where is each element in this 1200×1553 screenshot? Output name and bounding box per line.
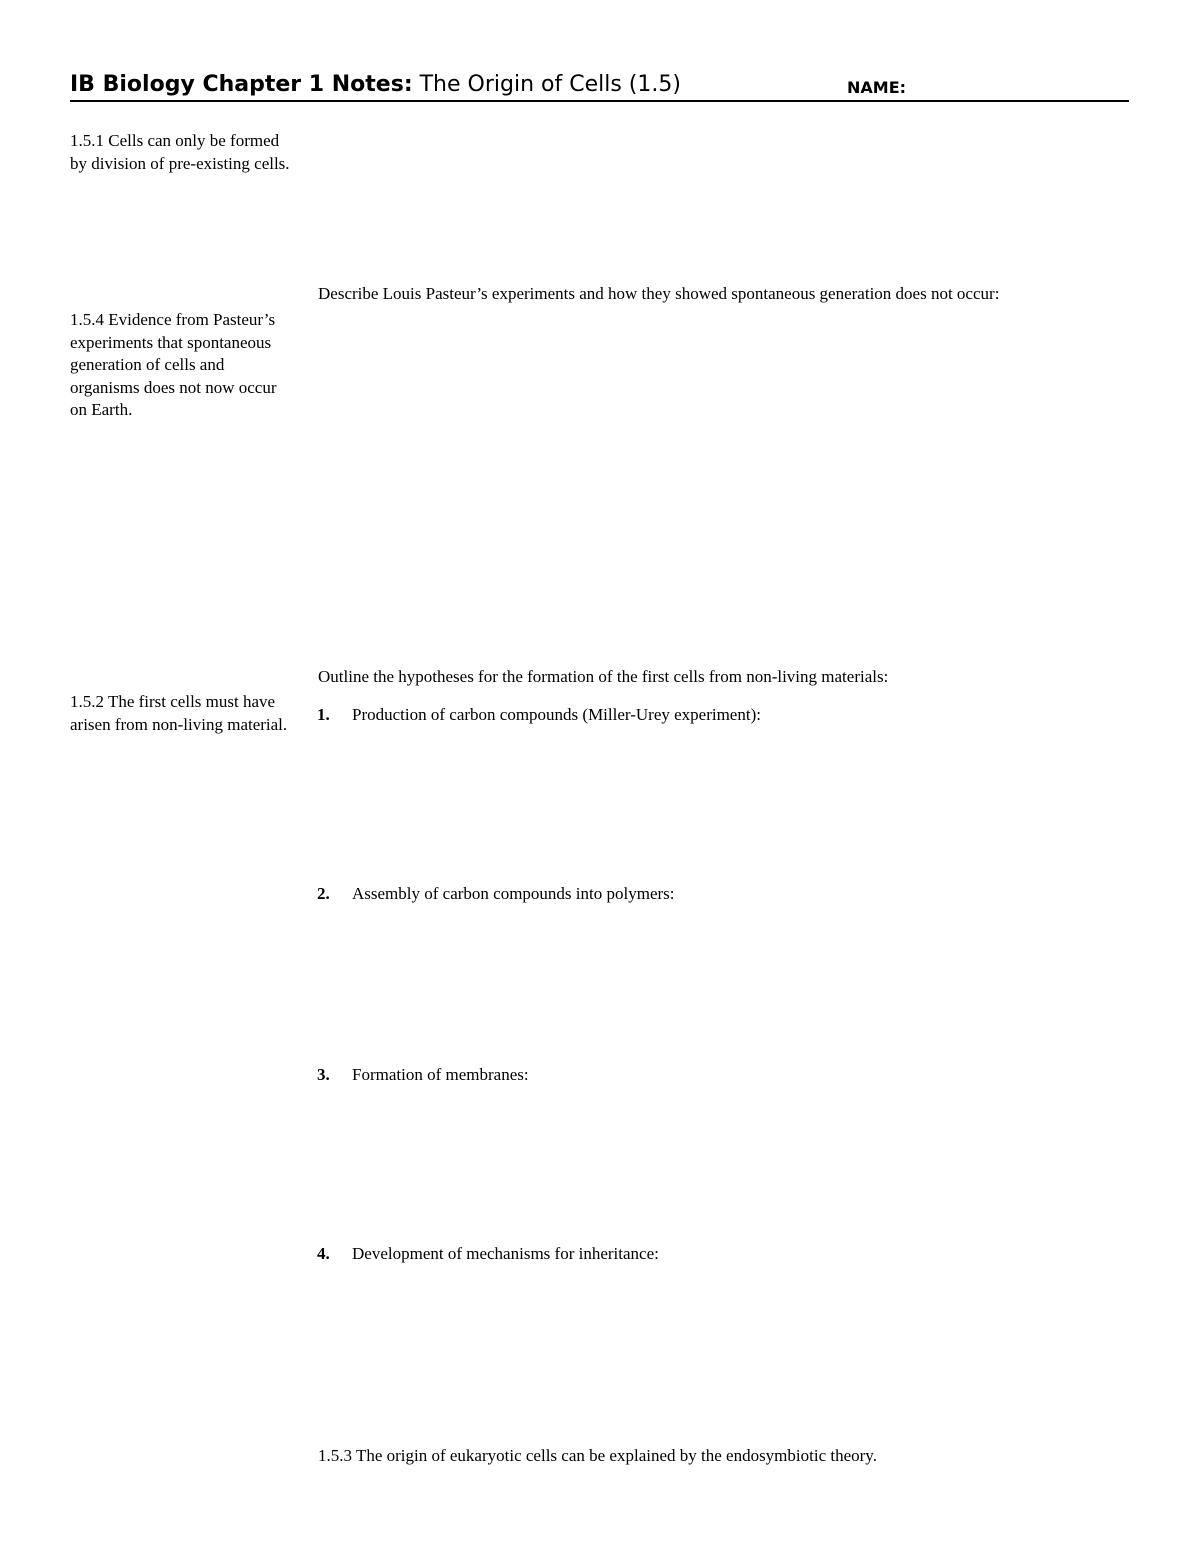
hypothesis-item bbox=[317, 1243, 659, 1265]
list-text: Development of mechanisms for inheritance: bbox=[352, 1244, 659, 1263]
list-text: Production of carbon compounds (Miller-Urey experiment): bbox=[352, 705, 761, 724]
list-number: 2. bbox=[317, 884, 330, 903]
side-note-1-5-2: 1.5.2 The first cells must have arisen from non-living material. bbox=[70, 692, 288, 734]
list-number: 1. bbox=[317, 705, 330, 724]
page-header bbox=[70, 70, 1129, 102]
prompt-hypotheses: Outline the hypotheses for the formation of the first cells from non-living materials: bbox=[318, 667, 889, 686]
list-number: 4. bbox=[317, 1244, 330, 1263]
prompt-endosymbiotic: 1.5.3 The origin of eukaryotic cells can be explained by the endosymbiotic theory. bbox=[318, 1446, 877, 1465]
title-bold: IB Biology Chapter 1 Notes: bbox=[70, 72, 413, 97]
hypothesis-item bbox=[317, 1064, 529, 1086]
side-note-1-5-4: 1.5.4 Evidence from Pasteur’s experiments that spontaneous generation of cells and organisms does not now occur on Earth. bbox=[70, 310, 277, 419]
hypothesis-item bbox=[317, 883, 675, 905]
list-text: Formation of membranes: bbox=[352, 1065, 529, 1084]
prompt-pasteur: Describe Louis Pasteur’s experiments and how they showed spontaneous generation does not occur: bbox=[318, 284, 1000, 303]
page-title bbox=[70, 72, 681, 98]
list-text: Assembly of carbon compounds into polymers: bbox=[352, 884, 675, 903]
list-number: 3. bbox=[317, 1065, 330, 1084]
name-label: NAME: bbox=[847, 78, 907, 97]
hypothesis-item bbox=[317, 704, 761, 726]
side-note-1-5-1: 1.5.1 Cells can only be formed by division of pre-existing cells. bbox=[70, 131, 290, 173]
title-rest: The Origin of Cells (1.5) bbox=[412, 72, 681, 97]
